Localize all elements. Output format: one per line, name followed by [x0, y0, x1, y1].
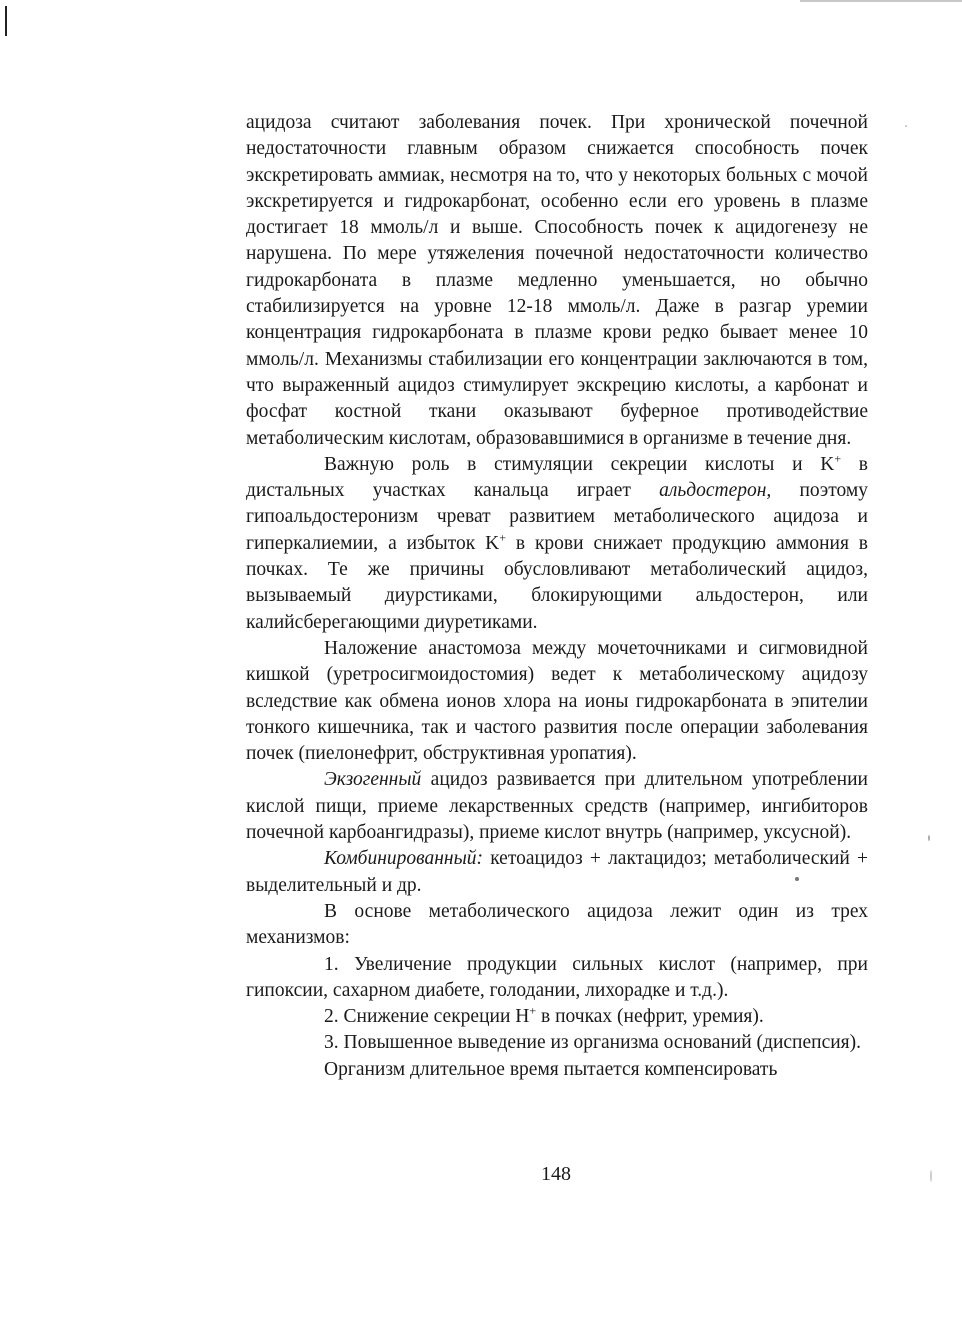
text-segment: поэтому гипоальдостеронизм чреват развитием метаболического ацидоза и гиперкалиемии, а избыток K	[246, 480, 869, 554]
text-segment: кетоацидоз + лактацидоз; метаболический + выделительный и др.	[246, 848, 868, 896]
text-segment: Важную роль в стимуляции секреции кислоты и K	[324, 453, 835, 475]
paragraph-p1	[246, 110, 868, 452]
text-segment: в дистальных участках канальца играет	[246, 453, 868, 502]
text-segment: Наложение анастомоза между мочеточниками и сигмовидной кишкой (уретросигмоидостомия) ведет к метаболическому ацидозу вследствие как обмена ионов хлора на ионы гидрокарбоната в эпителии тонкого кишечника, так и частого развития после операции заболевания почек (пиелонефрит, обструктивная уропатия).	[246, 637, 868, 765]
text-segment: ацидоз развивается при длительном употреблении кислой пищи, приеме лекарственных средств (например, ингибиторов почечной карбоангидразы), приеме кислот внутрь (например, уксусной).	[246, 769, 868, 844]
page-body-text	[246, 110, 868, 1083]
paragraph-p3	[246, 636, 868, 767]
text-segment: 3. Повышенное выведение из организма оснований (диспепсия).	[324, 1032, 862, 1054]
italic-term: Экзогенный	[324, 769, 422, 791]
text-segment: 1. Увеличение продукции сильных кислот (например, при гипоксии, сахарном диабете, голодании, лихорадке и т.д.).	[246, 953, 868, 1001]
text-segment: В основе метаболического ацидоза лежит один из трех механизмов:	[246, 900, 868, 949]
scan-speck	[928, 835, 930, 841]
text-segment: 2. Снижение секреции H	[324, 1006, 530, 1028]
paragraph-p7	[246, 952, 868, 1005]
paragraph-p5	[246, 846, 868, 899]
scan-speck	[795, 877, 799, 881]
scan-speck	[905, 125, 907, 127]
paragraph-p2	[246, 452, 868, 636]
paragraph-p6	[246, 899, 868, 952]
superscript: +	[834, 451, 842, 466]
superscript: +	[529, 1003, 537, 1018]
text-segment: в почках (нефрит, уремия).	[536, 1006, 764, 1028]
paragraph-p4	[246, 767, 868, 846]
italic-term: альдостерон,	[659, 480, 772, 502]
scan-top-rule	[800, 0, 962, 2]
paragraph-p9	[246, 1030, 868, 1056]
text-segment: ацидоза считают заболевания почек. При хронической почечной недостаточности главным образом снижается способность почек экскретировать аммиак, несмотря на то, что у некоторых больных с мочой экскретируется и гидрокарбонат, особенно если его уровень в плазме достигает 18 ммоль/л и выше. Способность почек к ацидогенезу не нарушена. По мере утяжеления почечной недостаточности количество гидрокарбоната в плазме медленно уменьшается, но обычно стабилизируется на уровне 12-18 ммоль/л. Даже в разгар уремии концентрация гидрокарбоната в плазме крови редко бывает менее 10 ммоль/л. Механизмы стабилизации его концентрации заключаются в том, что выраженный ацидоз стимулирует экскрецию кислоты, а карбонат и фосфат костной ткани оказывают буферное противодействие метаболическим кислотам, образовавшимися в организме в течение дня.	[246, 112, 868, 449]
paragraph-p8	[246, 1004, 868, 1030]
scan-edge-mark	[5, 6, 7, 36]
page-number: 148	[541, 1163, 571, 1185]
superscript: +	[499, 530, 506, 545]
scan-speck	[930, 1170, 932, 1182]
text-segment: Организм длительное время пытается компенсировать	[324, 1058, 778, 1080]
paragraph-p10	[246, 1057, 868, 1083]
text-segment: в крови снижает продукцию аммония в почках. Те же причины обусловливают метаболический ацидоз, вызываемый диурстиками, блокирующими альдостерон, или калийсберегающими диуретиками.	[246, 532, 869, 633]
italic-term: Комбинированный:	[324, 848, 484, 870]
